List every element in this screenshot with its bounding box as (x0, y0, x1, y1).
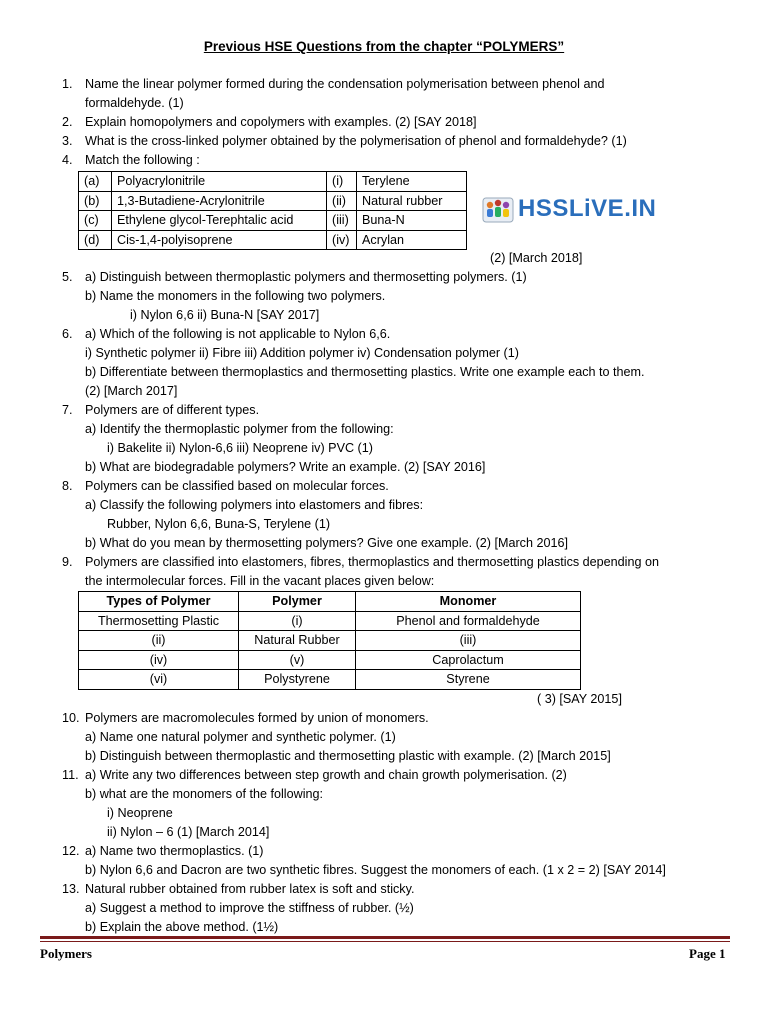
footer-page-number: Page 1 (689, 946, 726, 961)
table-cell: (iii) (356, 631, 581, 651)
question-line: Polymers are of different types. (85, 403, 260, 417)
question-number: 6. (62, 327, 73, 341)
question-line: Polymers are classified into elastomers, fibres, thermoplastics and thermosetting plastics depending on (85, 555, 659, 569)
question-line: b) Nylon 6,6 and Dacron are two synthetic fibres. Suggest the monomers of each. (1 x 2 = 2) [SAY 2014] (85, 863, 666, 877)
question-line: a) Which of the following is not applicable to Nylon 6,6. (85, 327, 391, 341)
question-line: Rubber, Nylon 6,6, Buna-S, Terylene (1) (107, 517, 331, 531)
polymer-table (78, 591, 581, 690)
logo-text: HSSLiVE.IN (518, 195, 657, 222)
question-line: the intermolecular forces. Fill in the vacant places given below: (85, 574, 435, 588)
question-line: i) Neoprene (107, 806, 173, 820)
table-cell: Phenol and formaldehyde (356, 611, 581, 631)
question-line: b) Name the monomers in the following two polymers. (85, 289, 386, 303)
question-line: a) Name two thermoplastics. (1) (85, 844, 264, 858)
question-number: 1. (62, 77, 73, 91)
question-number: 9. (62, 555, 73, 569)
table-cell: Natural rubber (357, 191, 467, 211)
question-number: 11. (62, 768, 79, 782)
table-row (79, 172, 467, 192)
question-number: 7. (62, 403, 73, 417)
footer-rule (40, 936, 730, 939)
page-title: Previous HSE Questions from the chapter “POLYMERS” (203, 39, 565, 54)
people-icon (480, 192, 516, 226)
question-line: ii) Nylon – 6 (1) [March 2014] (107, 825, 270, 839)
table-header: Polymer (239, 592, 356, 612)
table-cell: (ii) (327, 191, 357, 211)
question-line: b) Explain the above method. (1½) (85, 920, 279, 934)
footer-chapter: Polymers (40, 946, 92, 961)
question-line: a) Name one natural polymer and synthetic polymer. (1) (85, 730, 396, 744)
table-row (79, 631, 581, 651)
table-cell: Buna-N (357, 211, 467, 231)
question-line: a) Classify the following polymers into elastomers and fibres: (85, 498, 424, 512)
table-cell: Cis-1,4-polyisoprene (112, 230, 327, 250)
question-line: a) Identify the thermoplastic polymer from the following: (85, 422, 394, 436)
table-cell: Ethylene glycol-Terephtalic acid (112, 211, 327, 231)
question-line: a) Suggest a method to improve the stiffness of rubber. (½) (85, 901, 414, 915)
table-cell: (d) (79, 230, 112, 250)
table-row (79, 191, 467, 211)
table-cell: Caprolactum (356, 650, 581, 670)
question-line: Name the linear polymer formed during the condensation polymerisation between phenol and (85, 77, 605, 91)
question-number: 13. (62, 882, 80, 896)
table-cell: (iv) (327, 230, 357, 250)
question-line: Explain homopolymers and copolymers with examples. (2) [SAY 2018] (85, 115, 477, 129)
question-line: b) What are biodegradable polymers? Write an example. (2) [SAY 2016] (85, 460, 486, 474)
question-line: b) Differentiate between thermoplastics and thermosetting plastics. Write one example each to them. (85, 365, 645, 379)
question-line: Natural rubber obtained from rubber latex is soft and sticky. (85, 882, 415, 896)
table-cell: (a) (79, 172, 112, 192)
question-number: 8. (62, 479, 73, 493)
table-cell: (v) (239, 650, 356, 670)
hsslive-logo (480, 192, 658, 226)
question-line: Polymers are macromolecules formed by union of monomers. (85, 711, 429, 725)
question-line: i) Bakelite ii) Nylon-6,6 iii) Neoprene iv) PVC (1) (107, 441, 373, 455)
question-number: 3. (62, 134, 73, 148)
question-number: 2. (62, 115, 73, 129)
table-cell: (vi) (79, 670, 239, 690)
question-line: b) What do you mean by thermosetting polymers? Give one example. (2) [March 2016] (85, 536, 568, 550)
table-row (79, 670, 581, 690)
question-number: 12. (62, 844, 80, 858)
question-line: What is the cross-linked polymer obtained by the polymerisation of phenol and formaldehyde? (1) (85, 134, 627, 148)
match-table (78, 171, 467, 250)
table-cell: (ii) (79, 631, 239, 651)
table-row (79, 650, 581, 670)
question-line: ( 3) [SAY 2015] (537, 692, 622, 706)
table-cell: (i) (327, 172, 357, 192)
question-line: formaldehyde. (1) (85, 96, 184, 110)
table-cell: Natural Rubber (239, 631, 356, 651)
table-cell: Thermosetting Plastic (79, 611, 239, 631)
question-number: 4. (62, 153, 73, 167)
table-cell: Polyacrylonitrile (112, 172, 327, 192)
question-line: Polymers can be classified based on molecular forces. (85, 479, 389, 493)
question-line: (2) [March 2018] (490, 251, 583, 265)
table-cell: Styrene (356, 670, 581, 690)
table-cell: (b) (79, 191, 112, 211)
question-number: 10. (62, 711, 80, 725)
table-header: Monomer (356, 592, 581, 612)
table-row (79, 611, 581, 631)
table-cell: (iv) (79, 650, 239, 670)
question-line: a) Distinguish between thermoplastic polymers and thermosetting polymers. (1) (85, 270, 527, 284)
question-line: a) Write any two differences between step growth and chain growth polymerisation. (2) (85, 768, 567, 782)
question-line: b) what are the monomers of the following: (85, 787, 324, 801)
question-line: Match the following : (85, 153, 200, 167)
table-cell: Acrylan (357, 230, 467, 250)
question-line: i) Synthetic polymer ii) Fibre iii) Addition polymer iv) Condensation polymer (1) (85, 346, 519, 360)
question-line: (2) [March 2017] (85, 384, 178, 398)
question-number: 5. (62, 270, 73, 284)
table-cell: Polystyrene (239, 670, 356, 690)
table-header: Types of Polymer (79, 592, 239, 612)
footer-rule-thin (40, 941, 730, 942)
table-cell: Terylene (357, 172, 467, 192)
question-line: i) Nylon 6,6 ii) Buna-N [SAY 2017] (130, 308, 320, 322)
question-line: b) Distinguish between thermoplastic and thermosetting plastic with example. (2) [March 2015] (85, 749, 611, 763)
table-cell: (i) (239, 611, 356, 631)
table-row (79, 230, 467, 250)
table-row (79, 211, 467, 231)
table-cell: (iii) (327, 211, 357, 231)
table-cell: (c) (79, 211, 112, 231)
table-cell: 1,3-Butadiene-Acrylonitrile (112, 191, 327, 211)
